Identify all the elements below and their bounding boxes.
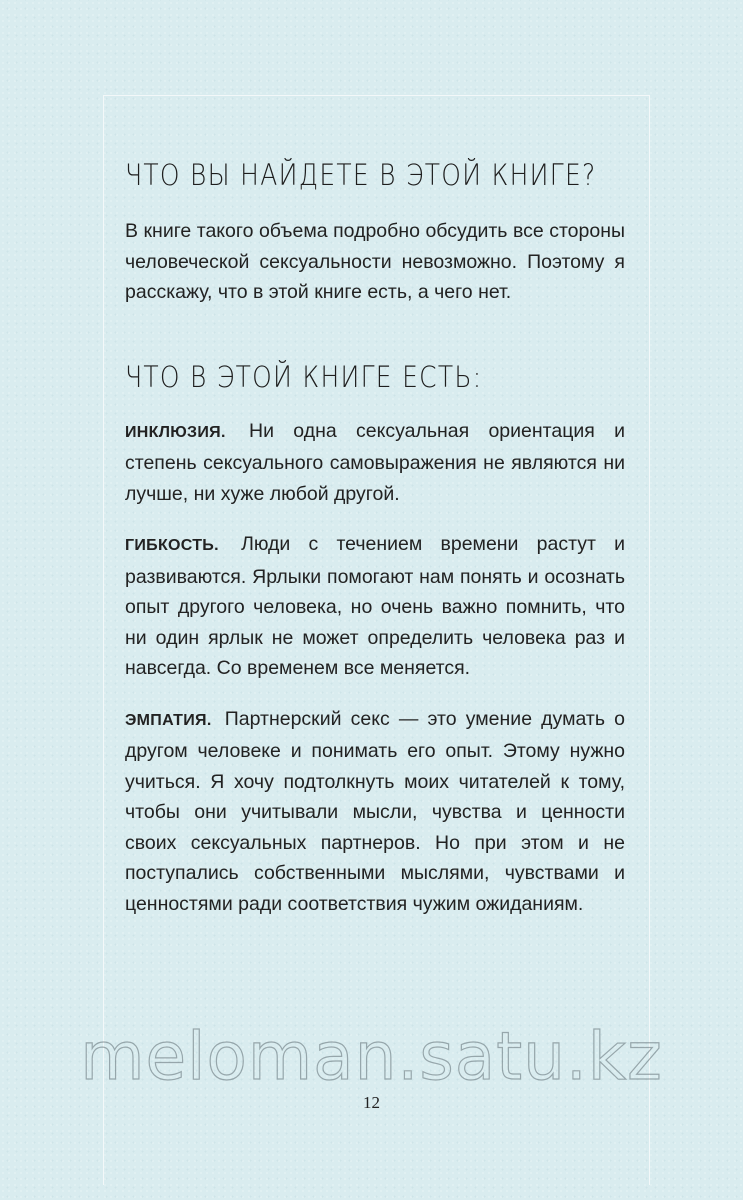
page-number: 12 [363,1093,380,1112]
section-heading: ЧТО В ЭТОЙ КНИГЕ ЕСТЬ: [125,359,483,394]
item-empathy [125,704,625,920]
item-inclusion [125,416,625,510]
item-flexibility [125,529,625,684]
item-text: Ни одна сексуальная ориентация и степень сексуального самовыражения не являются ни лучше, ни хуже любой другой. [125,419,625,505]
item-term: ИНКЛЮЗИЯ. [125,423,226,441]
item-text: Партнерский секс — это умение думать о другом человеке и понимать его опыт. Этому нужно учиться. Я хочу подтолкнуть моих читателей к тому, чтобы они учитывали мысли, чувства и ценности своих сексуальных партнеров. Но при этом и не поступались собственными мыслями, чувствами и ценностями ради соответствия чужим ожиданиям. [125,707,625,915]
item-term: ЭМПАТИЯ. [125,711,212,729]
page-content [125,150,625,919]
watermark: meloman.satu.kz [80,1018,663,1095]
intro-paragraph: В книге такого объема подробно обсудить все стороны человеческой сексуальности невозможно. Поэтому я расскажу, что в этой книге есть, а чего нет. [125,220,625,303]
item-text: Люди с течением времени растут и развиваются. Ярлыки помогают нам понять и осознать опыт другого человека, но очень важно помнить, что ни один ярлык не может определить человека раз и навсегда. Со временем все меняется. [125,533,625,679]
main-heading: ЧТО ВЫ НАЙДЕТЕ В ЭТОЙ КНИГЕ? [125,158,597,192]
item-term: ГИБКОСТЬ. [125,537,219,554]
